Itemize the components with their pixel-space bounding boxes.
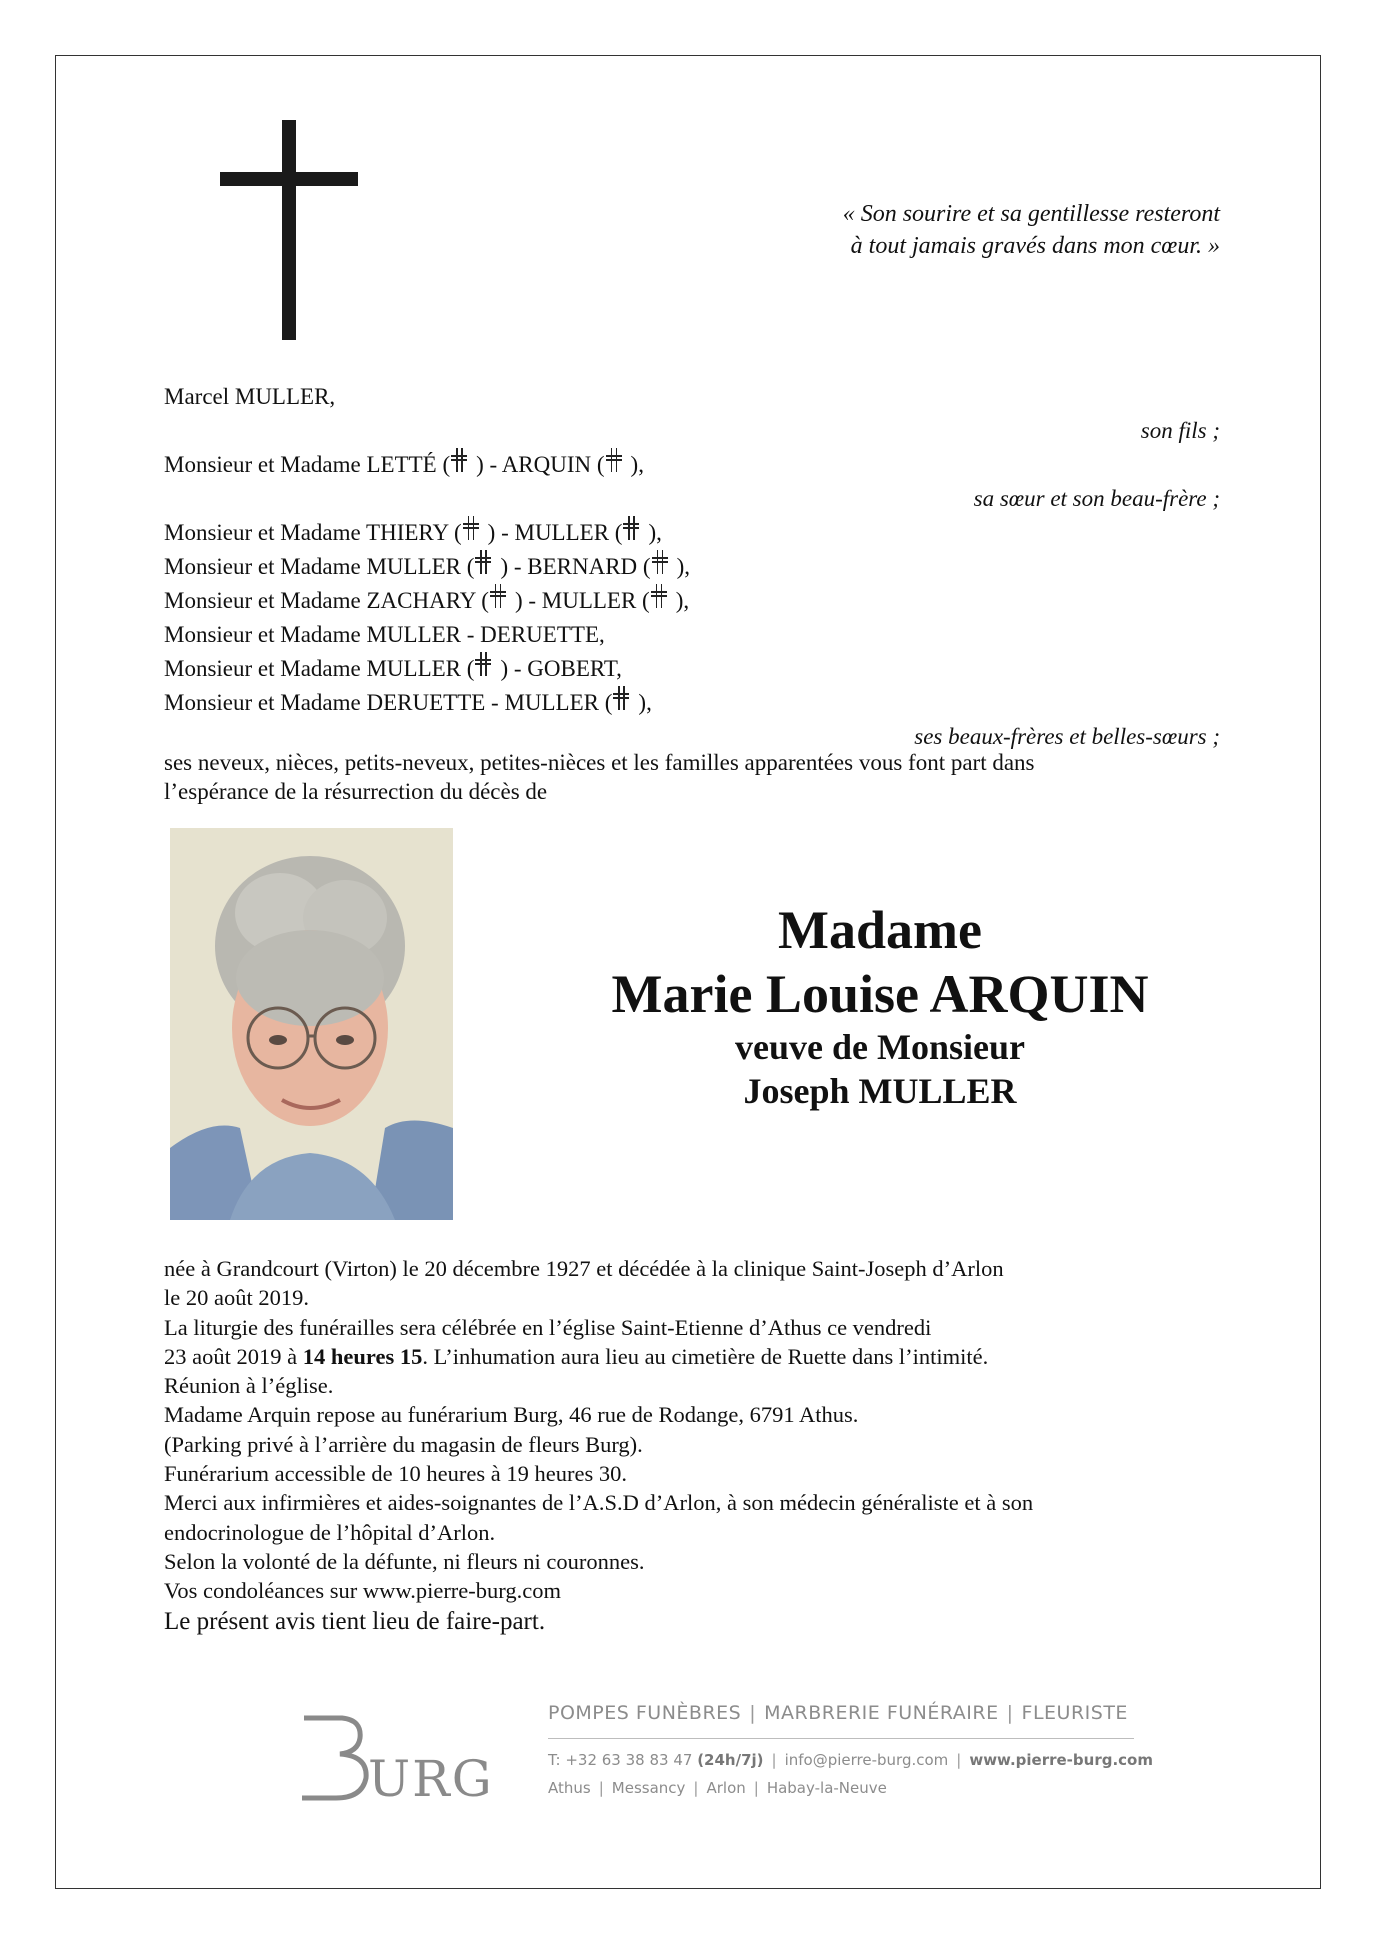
widow-of: veuve de Monsieur bbox=[735, 1027, 1025, 1067]
family-inlaw: Monsieur et Madame MULLER ( ) - BERNARD ( ), bbox=[164, 550, 1220, 584]
double-cross-icon bbox=[463, 516, 487, 540]
double-cross-icon bbox=[475, 550, 499, 574]
double-cross-icon bbox=[490, 584, 514, 608]
email-link[interactable]: info@pierre-burg.com bbox=[784, 1751, 949, 1769]
services-list: POMPES FUNÈBRES | MARBRERIE FUNÉRAIRE | FLEURISTE bbox=[548, 1702, 1128, 1724]
family-inlaw: Monsieur et Madame DERUETTE - MULLER ( ), bbox=[164, 686, 1220, 720]
cross-icon bbox=[220, 120, 358, 340]
epitaph-quote bbox=[620, 198, 1220, 262]
contact-line: T: +32 63 38 83 47 (24h/7j) | info@pierre-burg.com | www.pierre-burg.com bbox=[548, 1751, 1153, 1769]
family-son: Marcel MULLER, bbox=[164, 384, 336, 409]
deceased-title: Madame bbox=[778, 900, 982, 960]
family-inlaw: Monsieur et Madame MULLER ( ) - GOBERT, bbox=[164, 652, 1220, 686]
deceased-name: Marie Louise ARQUIN bbox=[611, 964, 1149, 1024]
burg-logo bbox=[298, 1704, 498, 1804]
quote-line: à tout jamais gravés dans mon cœur. » bbox=[850, 233, 1220, 259]
double-cross-icon bbox=[651, 584, 675, 608]
double-cross-icon bbox=[606, 448, 630, 472]
family-inlaw: Monsieur et Madame THIERY ( ) - MULLER ( ), bbox=[164, 516, 1220, 550]
locations-line: Athus | Messancy | Arlon | Habay-la-Neuve bbox=[548, 1779, 887, 1797]
divider bbox=[548, 1738, 1134, 1739]
double-cross-icon bbox=[613, 686, 637, 710]
funeral-home-footer bbox=[548, 1702, 1153, 1797]
relation-label: ses beaux-frères et belles-sœurs ; bbox=[914, 724, 1220, 749]
funeral-time: 14 heures 15 bbox=[302, 1343, 423, 1369]
relation-label: sa sœur et son beau-frère ; bbox=[973, 486, 1220, 511]
funeral-details: née à Grandcourt (Virton) le 20 décembre 1927 et décédée à la clinique Saint-Joseph d’Arlon le 20 août 2019. La liturgie des funérailles sera célébrée en l’église Saint-Etienne d’Athus ce vendredi 23 août 2019 à 14 heures 15. L’inhumation aura lieu au cimetière de Ruette dans l’intimité. Réunion à l’église. Madame Arquin repose au funérarium Burg, 46 rue de Rodange, 6791 Athus. (Parking privé à l’arrière du magasin de fleurs Burg). Funérarium accessible de 10 heures à 19 heures 30. Merci aux infirmières et aides-soignantes de l’A.S.D d’Arlon, à son médecin généraliste et à son endocrinologue de l’hôpital d’Arlon. Selon la volonté de la défunte, ni fleurs ni couronnes. Vos condoléances sur www.pierre-burg.com Le présent avis tient lieu de faire-part. bbox=[164, 1254, 1220, 1638]
double-cross-icon bbox=[451, 448, 475, 472]
quote-line: « Son sourire et sa gentillesse resteront bbox=[842, 201, 1220, 227]
husband-name: Joseph MULLER bbox=[743, 1071, 1017, 1111]
inlaws-list bbox=[164, 516, 1220, 720]
website-link[interactable]: www.pierre-burg.com bbox=[969, 1751, 1153, 1769]
deceased-name-block bbox=[500, 898, 1260, 1114]
announcement-intro: ses neveux, nièces, petits-neveux, petites-nièces et les familles apparentées vous font part dans l’espérance de la résurrection du décès de bbox=[164, 750, 1035, 804]
family-inlaw: Monsieur et Madame MULLER - DERUETTE, bbox=[164, 622, 605, 647]
condolences-link: Vos condoléances sur www.pierre-burg.com bbox=[164, 1578, 561, 1604]
family-inlaw: Monsieur et Madame ZACHARY ( ) - MULLER ( ), bbox=[164, 584, 1220, 618]
double-cross-icon bbox=[652, 550, 676, 574]
double-cross-icon bbox=[475, 652, 499, 676]
family-sister: Monsieur et Madame LETTÉ ( ) - ARQUIN ( ), bbox=[164, 448, 1220, 482]
relation-label: son fils ; bbox=[1140, 418, 1220, 443]
double-cross-icon bbox=[623, 516, 647, 540]
family-list bbox=[164, 380, 1220, 754]
svg-text:URG: URG bbox=[368, 1750, 494, 1804]
portrait-photo bbox=[170, 828, 453, 1220]
